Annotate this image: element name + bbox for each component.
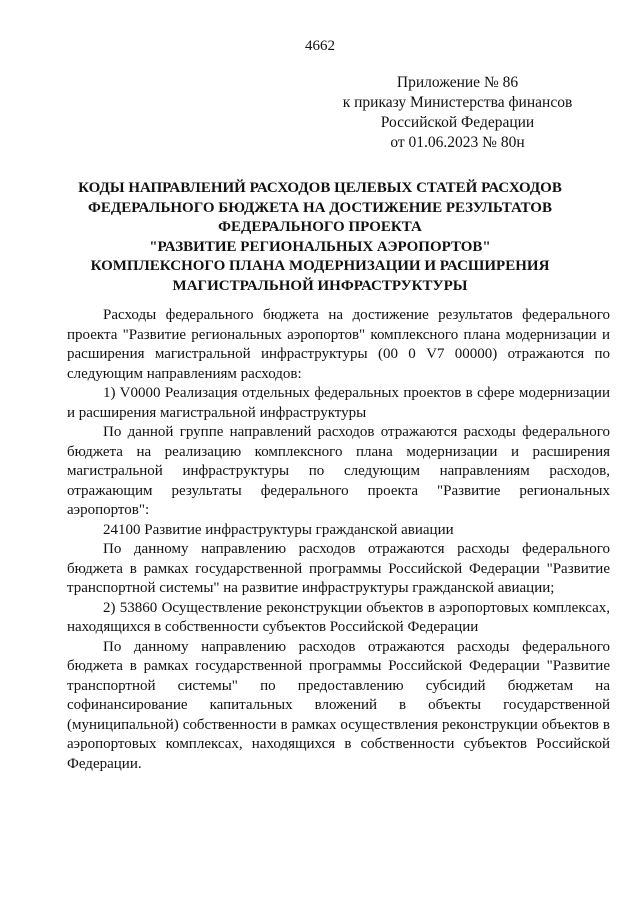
title-line: МАГИСТРАЛЬНОЙ ИНФРАСТРУКТУРЫ: [172, 277, 468, 294]
page-number: 4662: [305, 38, 335, 54]
body-paragraph-item-2: 2) 53860 Осуществление реконструкции объектов в аэропортовых комплексах, находящихся в собственности субъектов Российской Федерации: [67, 599, 610, 635]
body-paragraph-code-24100: 24100 Развитие инфраструктуры гражданской авиации: [103, 521, 454, 538]
appendix-block: [300, 73, 615, 153]
appendix-line-order: к приказу Министерства финансов: [342, 94, 573, 111]
body-paragraph-group-desc: По данной группе направлений расходов отражаются расходы федерального бюджета на реализацию комплексного плана модернизации и расширения магистральной инфраструктуры по следующим направлениям расходов, отражающим результаты федерального проекта "Развитие региональных аэропортов":: [67, 424, 610, 518]
body-paragraph-code-24100-desc: По данному направлению расходов отражаются расходы федерального бюджета в рамках государственной программы Российской Федерации "Развитие транспортной системы" на развитие инфраструктуры гражданской авиации;: [67, 541, 610, 596]
title-line: КОМПЛЕКСНОГО ПЛАНА МОДЕРНИЗАЦИИ И РАСШИРЕНИЯ: [90, 258, 550, 274]
body-paragraph-intro: Расходы федерального бюджета на достижение результатов федерального проекта "Развитие региональных аэропортов" комплексного плана модернизации и расширения магистральной инфраструктуры (00 0 V7 00000) отражаются по следующим направлениям расходов:: [67, 307, 610, 382]
title-line: "РАЗВИТИЕ РЕГИОНАЛЬНЫХ АЭРОПОРТОВ": [149, 238, 491, 255]
body-paragraph-item-2-desc: По данному направлению расходов отражаются расходы федерального бюджета в рамках государственной программы Российской Федерации "Развитие транспортной системы" по предоставлению субсидий бюджетам на софинансирование капитальных вложений в объекты государственной (муниципальной) собственности в рамках осуществления реконструкции объектов в аэропортовых комплексах, находящихся в собственности субъектов Российской Федерации.: [67, 638, 610, 772]
title-line: ФЕДЕРАЛЬНОГО БЮДЖЕТА НА ДОСТИЖЕНИЕ РЕЗУЛЬТАТОВ: [88, 199, 552, 216]
appendix-line-country: Российской Федерации: [380, 114, 535, 131]
title-line: КОДЫ НАПРАВЛЕНИЙ РАСХОДОВ ЦЕЛЕВЫХ СТАТЕЙ РАСХОДОВ: [78, 180, 562, 196]
appendix-line-date: от 01.06.2023 № 80н: [390, 134, 525, 151]
body-paragraph-item-1: 1) V0000 Реализация отдельных федеральных проектов в сфере модернизации и расширения магистральной инфраструктуры: [67, 385, 610, 421]
document-body: [67, 306, 610, 774]
appendix-line-number: Приложение № 86: [396, 74, 519, 91]
title-line: ФЕДЕРАЛЬНОГО ПРОЕКТА: [218, 219, 422, 235]
document-title: [40, 179, 600, 296]
